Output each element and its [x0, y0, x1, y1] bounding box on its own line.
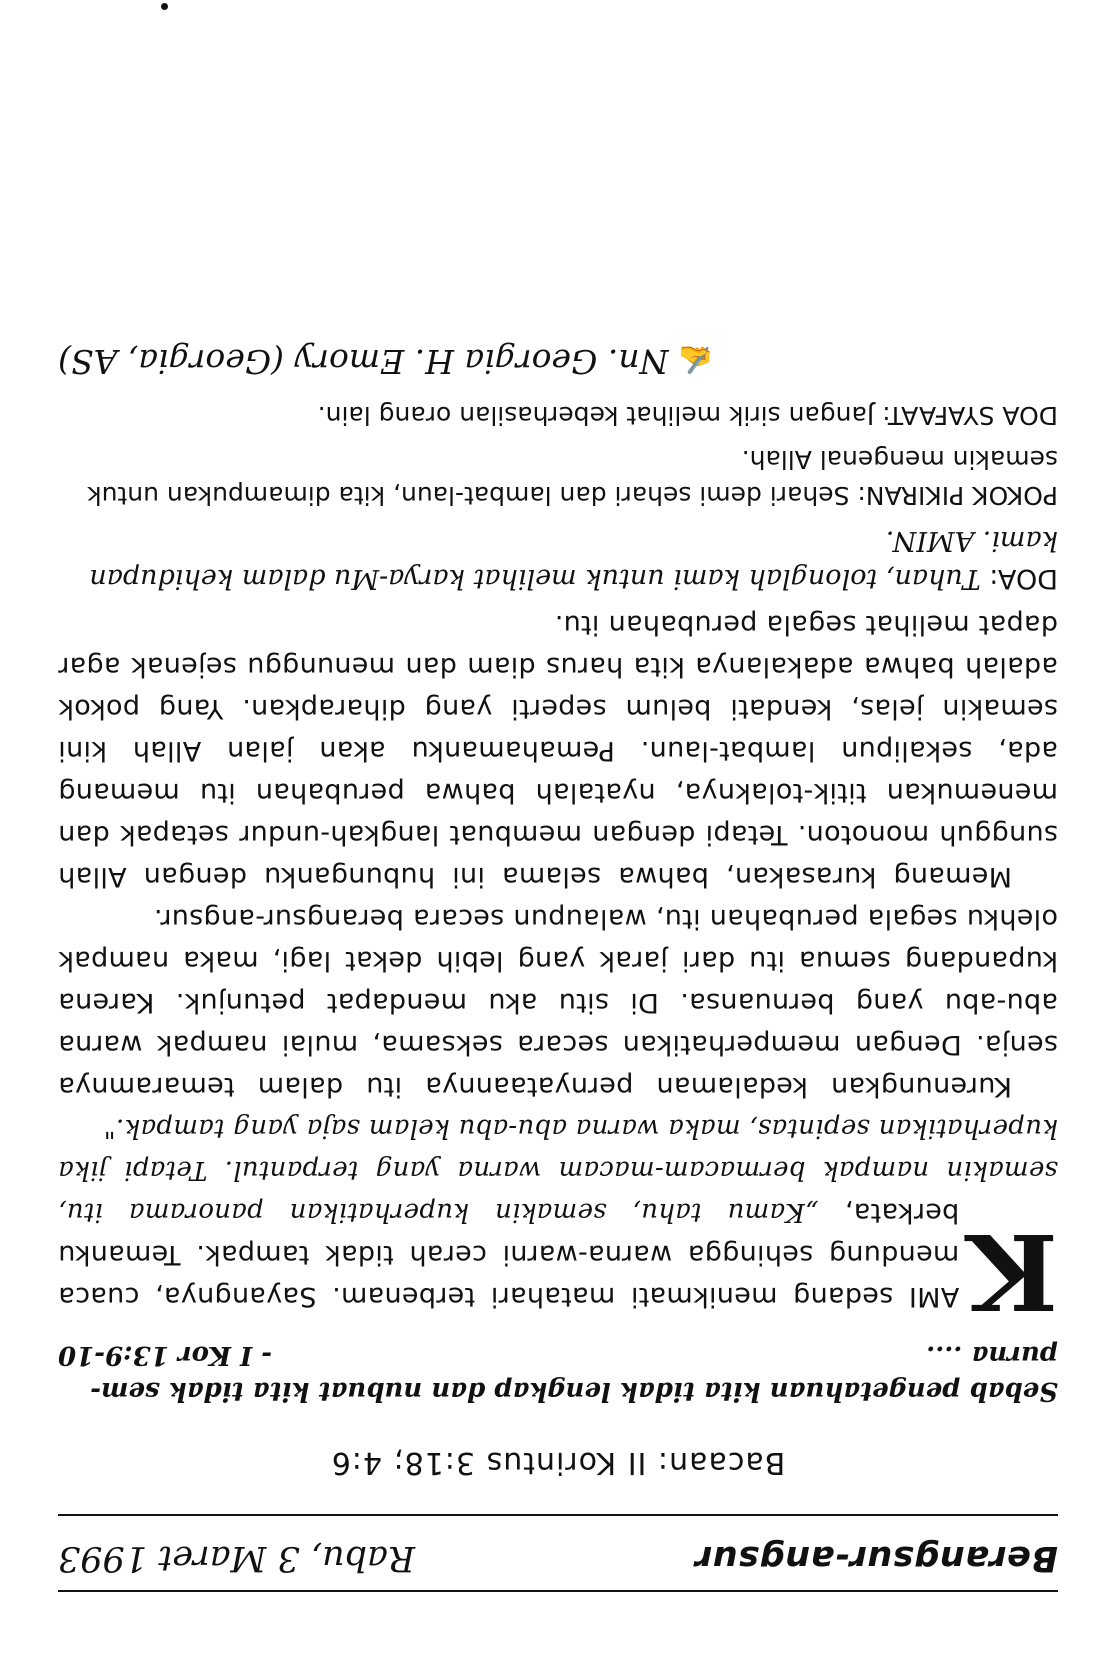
- scan-speck: [161, 3, 168, 10]
- main-thought: [58, 441, 1058, 513]
- prayer-label: DOA:: [989, 563, 1058, 594]
- top-rule: [58, 1590, 1058, 1592]
- intercession: [58, 397, 1058, 433]
- thought-label: POKOK PIKIRAN:: [857, 481, 1058, 510]
- article-body: [58, 603, 1058, 1333]
- key-verse: [58, 1337, 1058, 1409]
- paragraph-2: Kurenungkan kedalaman pernyataannya itu dalam temaramnya senja. Dengan memperhatikan secara seksama, mulai nampak warna abu-abu yang bernuansa. Di situ aku mendapat petunjuk. Karena kupandang semua itu dari jarak yang lebih dekat lagi, maka nampak olehku segala perubahan itu, walaupun secara berangsur-angsur.: [58, 903, 1058, 1102]
- intercession-label: DOA SYAFAAT:: [882, 401, 1058, 430]
- article-title: Berangsur-angsur: [694, 1538, 1058, 1578]
- paragraph-1: [58, 1107, 1058, 1333]
- prayer: [58, 521, 1058, 597]
- verse-line-2-row: [58, 1337, 1058, 1373]
- paragraph-1-quote: „Kamu tahu, semakin kuperhatikan panorama itu, semakin nampak bermacam-macam warna yang terpantul. Tetapi jika kuperhatikan sepintas, maka warna abu-abu kelam saja yang tampak.": [58, 1113, 1058, 1227]
- pen-icon: ✍: [678, 343, 714, 376]
- author-line: [58, 342, 1058, 381]
- paragraph-3: Memang kurasakan, bahwa selama ini hubunganku dengan Allah sungguh monoton. Tetapi dengan membuat langkah-undur setapak dan menemukan titik-tolaknya, nyatalah bahwa perubahan itu memang ada, sekalipun lambat-laun. Pemahamanku akan jalan Allah kini semakin jelas, kendati belum seperti yang diharapkan. Yang pokok adalah bahwa adakalanya kita harus diam dan menunggu sejenak agar dapat melihat segala perubahan itu.: [58, 609, 1058, 892]
- article-date: Rabu, 3 Maret 1993: [58, 1538, 416, 1578]
- drop-cap: K: [967, 1210, 1058, 1333]
- verse-reference: - I Kor 13:9-10: [58, 1340, 273, 1370]
- author-name: Nn. Georgia H. Emory (Georgia, AS): [58, 342, 669, 381]
- intercession-text: Jangan sirik melihat keberhasilan orang lain.: [317, 401, 875, 430]
- devotional-article: [58, 342, 1058, 1592]
- verse-line-1: Sebab pengetahuan kita tidak lengkap dan nubuat kita tidak sem-: [90, 1376, 1058, 1406]
- header-rule: [58, 1514, 1058, 1516]
- verse-line-2: purna ....: [926, 1340, 1058, 1370]
- header: [58, 1520, 1058, 1578]
- thought-text: Sehari demi sehari dan lambat-laun, kita dimampukan untuk semakin mengenal Allah.: [87, 445, 1058, 510]
- paragraph-1-text: AMI sedang menikmati matahari terbenam. Sayangnya, cuaca mendung sehingga warna-warni cerah tidak tampak. Temanku berkata,: [58, 1197, 960, 1312]
- prayer-text: Tuhan, tolonglah kami untuk melihat karya-Mu dalam kehidupan kami. AMIN.: [89, 525, 1058, 594]
- scripture-reading: Bacaan: II Korintus 3:18; 4:6: [330, 1445, 786, 1480]
